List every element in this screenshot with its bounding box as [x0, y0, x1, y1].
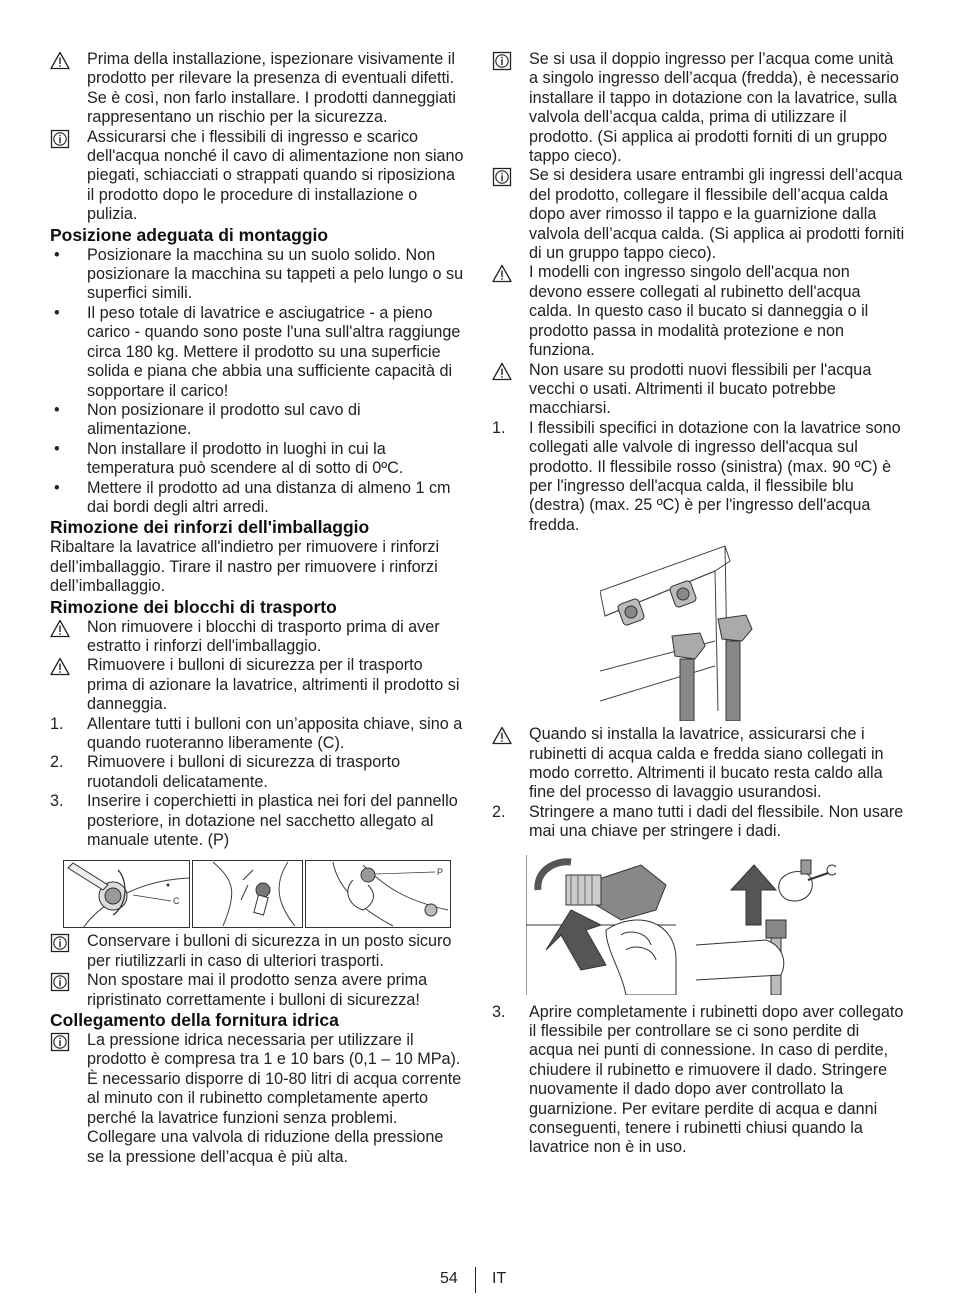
numbered-item [492, 419, 906, 535]
info-text: Conservare i bulloni di sicurezza in un posto sicuro per riutilizzarli in caso di ulteriori trasporti. [87, 932, 452, 970]
section-heading: Rimozione dei rinforzi dell'imballaggio [50, 517, 370, 538]
section-heading: Posizione adeguata di montaggio [50, 224, 329, 245]
number-marker: 3. [492, 1002, 506, 1021]
warning-item [492, 725, 906, 803]
numbered-text: Aprire completamente i rubinetti dopo aver collegato il flessibile per controllare se ci sono perdite di acqua nei punti di connessione. In caso di perdite, chiudere il rubinetto e rimuovere il dado. Stringere nuovamente il dado dopo aver controllato la guarnizione. Per evitare perdite di acqua e danni conseguenti, tenere i rubinetti chiusi quando la lavatrice non è in uso. [529, 1002, 904, 1157]
info-icon [50, 972, 70, 992]
bullet-marker: • [54, 303, 60, 322]
numbered-item [492, 1003, 906, 1158]
warning-icon [50, 619, 70, 638]
bullet-marker: • [54, 400, 60, 419]
warning-item [492, 263, 906, 360]
warning-text: Prima della installazione, ispezionare visivamente il prodotto per rilevare la presenza di eventuali difetti. Se è così, non farlo installare. I prodotti danneggiati rappresentano un rischio per la sicurezza. [87, 50, 456, 127]
warning-icon [492, 264, 512, 283]
number-marker: 2. [50, 753, 64, 772]
number-marker: 1. [50, 714, 64, 733]
numbered-text: Inserire i coperchietti in plastica nei fori del pannello posteriore, in dotazione nel sacchetto allegato al manuale utente. (P) [87, 792, 458, 850]
warning-item [50, 618, 464, 657]
bullet-item [50, 479, 464, 518]
language-code: IT [492, 1270, 507, 1287]
info-item [50, 128, 464, 225]
warning-icon [492, 362, 512, 381]
water-valves-illustration [600, 541, 800, 721]
bullet-text: Non installare il prodotto in luoghi in cui la temperatura può scendere al di sotto di 0ºC. [87, 439, 404, 478]
number-marker: 3. [50, 792, 64, 811]
bullet-item [50, 440, 464, 479]
info-icon [50, 129, 70, 149]
info-item [50, 1031, 464, 1167]
left-column [50, 50, 464, 1167]
section-heading: Collegamento della fornitura idrica [50, 1010, 339, 1031]
bullet-text: Posizionare la macchina su un suolo solido. Non posizionare la macchina su tappeti a pelo lungo o su superfici simili. [87, 245, 464, 303]
info-text: Se si desidera usare entrambi gli ingressi dell’acqua del prodotto, collegare il flessibile dell’acqua calda dopo aver rimosso il tappo e la guarnizione dalla valvola dell’acqua calda. (Si applica ai prodotti forniti di un gruppo tappo cieco). [529, 166, 905, 263]
page-number: 54 [440, 1270, 458, 1287]
info-item [492, 166, 906, 263]
warning-item [50, 50, 464, 128]
warning-text: I modelli con ingresso singolo dell'acqua non devono essere collegati al rubinetto dell'acqua calda. In questo caso il bucato si danneggia o il prodotto passa in modalità protezione e non funziona. [529, 263, 869, 360]
numbered-item [50, 715, 464, 754]
info-icon [50, 1032, 70, 1052]
warning-icon [492, 726, 512, 745]
info-icon [50, 933, 70, 953]
warning-item [492, 361, 906, 419]
bullet-marker: • [54, 478, 60, 497]
warning-text: Rimuovere i bulloni di sicurezza per il trasporto prima di azionare la lavatrice, altrimenti il prodotto si danneggia. [87, 656, 460, 714]
info-item [50, 932, 464, 971]
numbered-text: Allentare tutti i bulloni con un’apposita chiave, sino a quando ruoteranno liberamente (C). [87, 714, 463, 752]
info-item [50, 971, 464, 1010]
warning-icon [50, 657, 70, 676]
info-icon [492, 167, 512, 187]
number-marker: 2. [492, 802, 506, 821]
warning-icon [50, 51, 70, 70]
transport-bolts-illustration [63, 860, 451, 928]
bullet-text: Non posizionare il prodotto sul cavo di alimentazione. [87, 400, 361, 439]
bullet-item [50, 401, 464, 440]
paragraph: Ribaltare la lavatrice all'indietro per rimuovere i rinforzi dell’imballaggio. Tirare il nastro per rimuovere i rinforzi dell’imballaggio. [50, 538, 440, 596]
numbered-text: Rimuovere i bulloni di sicurezza di trasporto ruotandoli delicatamente. [87, 753, 401, 791]
warning-text: Quando si installa la lavatrice, assicurarsi che i rubinetti di acqua calda e fredda siano collegati in modo corretto. Altrimenti il bucato resta caldo alla fine del processo di lavaggio usurandosi. [529, 725, 884, 802]
numbered-item [50, 753, 464, 792]
numbered-item [492, 803, 906, 842]
hand-tightening-illustration [526, 850, 836, 995]
section-heading: Rimozione dei blocchi di trasporto [50, 596, 337, 617]
numbered-text: Stringere a mano tutti i dadi del flessibile. Non usare mai una chiave per stringere i dadi. [529, 802, 904, 841]
info-text: Assicurarsi che i flessibili di ingresso e scarico dell'acqua nonché il cavo di alimentazione non siano piegati, schiacciati o strappati quando si riposiziona il prodotto dopo le procedure di installazione o pulizia. [87, 127, 464, 224]
warning-item [50, 656, 464, 714]
fig-label-p: P [437, 867, 444, 878]
info-item [492, 50, 906, 166]
warning-text: Non rimuovere i blocchi di trasporto prima di aver estratto i rinforzi dell'imballaggio. [87, 617, 440, 655]
footer-divider [475, 1267, 476, 1293]
info-text: Se si usa il doppio ingresso per l’acqua come unità a singolo ingresso dell’acqua (fredda), è necessario installare il tappo in dotazione con la lavatrice, sulla valvola dell’acqua calda, prima di utilizzare il prodotto. (Si applica ai prodotti forniti di un gruppo tappo cieco). [529, 50, 899, 166]
info-icon [492, 51, 512, 71]
numbered-text: I flessibili specifici in dotazione con la lavatrice sono collegati alle valvole di ingresso dell'acqua sul prodotto. Il flessibile rosso (sinistra) (max. 90 ºC) è per l'ingresso dell'acqua calda, il flessibile blu (destra) (max. 25 ºC) è per l'ingresso dell'acqua fredda. [529, 418, 901, 534]
fig-label-c: C [173, 896, 180, 907]
warning-text: Non usare su prodotti nuovi flessibili per l'acqua vecchi o usati. Altrimenti il bucato potrebbe macchiarsi. [529, 360, 872, 418]
info-text: Non spostare mai il prodotto senza avere prima ripristinato correttamente i bulloni di sicurezza! [87, 971, 428, 1009]
right-column [492, 50, 906, 1158]
bullet-marker: • [54, 245, 60, 264]
info-text: La pressione idrica necessaria per utilizzare il prodotto è compresa tra 1 e 10 bars (0,1 – 10 MPa). È necessario disporre di 10-80 litri di acqua corrente al minuto con il rubinetto completamente aperto perché la lavatrice funzioni senza problemi. Collegare una valvola di riduzione della pressione se la pressione dell’acqua è più alta. [87, 1031, 462, 1166]
bullet-item [50, 246, 464, 304]
bullet-text: Mettere il prodotto ad una distanza di almeno 1 cm dai bordi degli altri arredi. [87, 478, 451, 516]
bullet-item [50, 304, 464, 401]
numbered-item [50, 792, 464, 850]
bullet-marker: • [54, 439, 60, 458]
bullet-text: Il peso totale di lavatrice e asciugatrice - a pieno carico - quando sono poste l'una sull'altra raggiunge circa 180 kg. Mettere il prodotto su una superficie solida e piana che abbia una sufficiente capacità di sopportare il carico! [87, 303, 461, 400]
number-marker: 1. [492, 418, 506, 437]
